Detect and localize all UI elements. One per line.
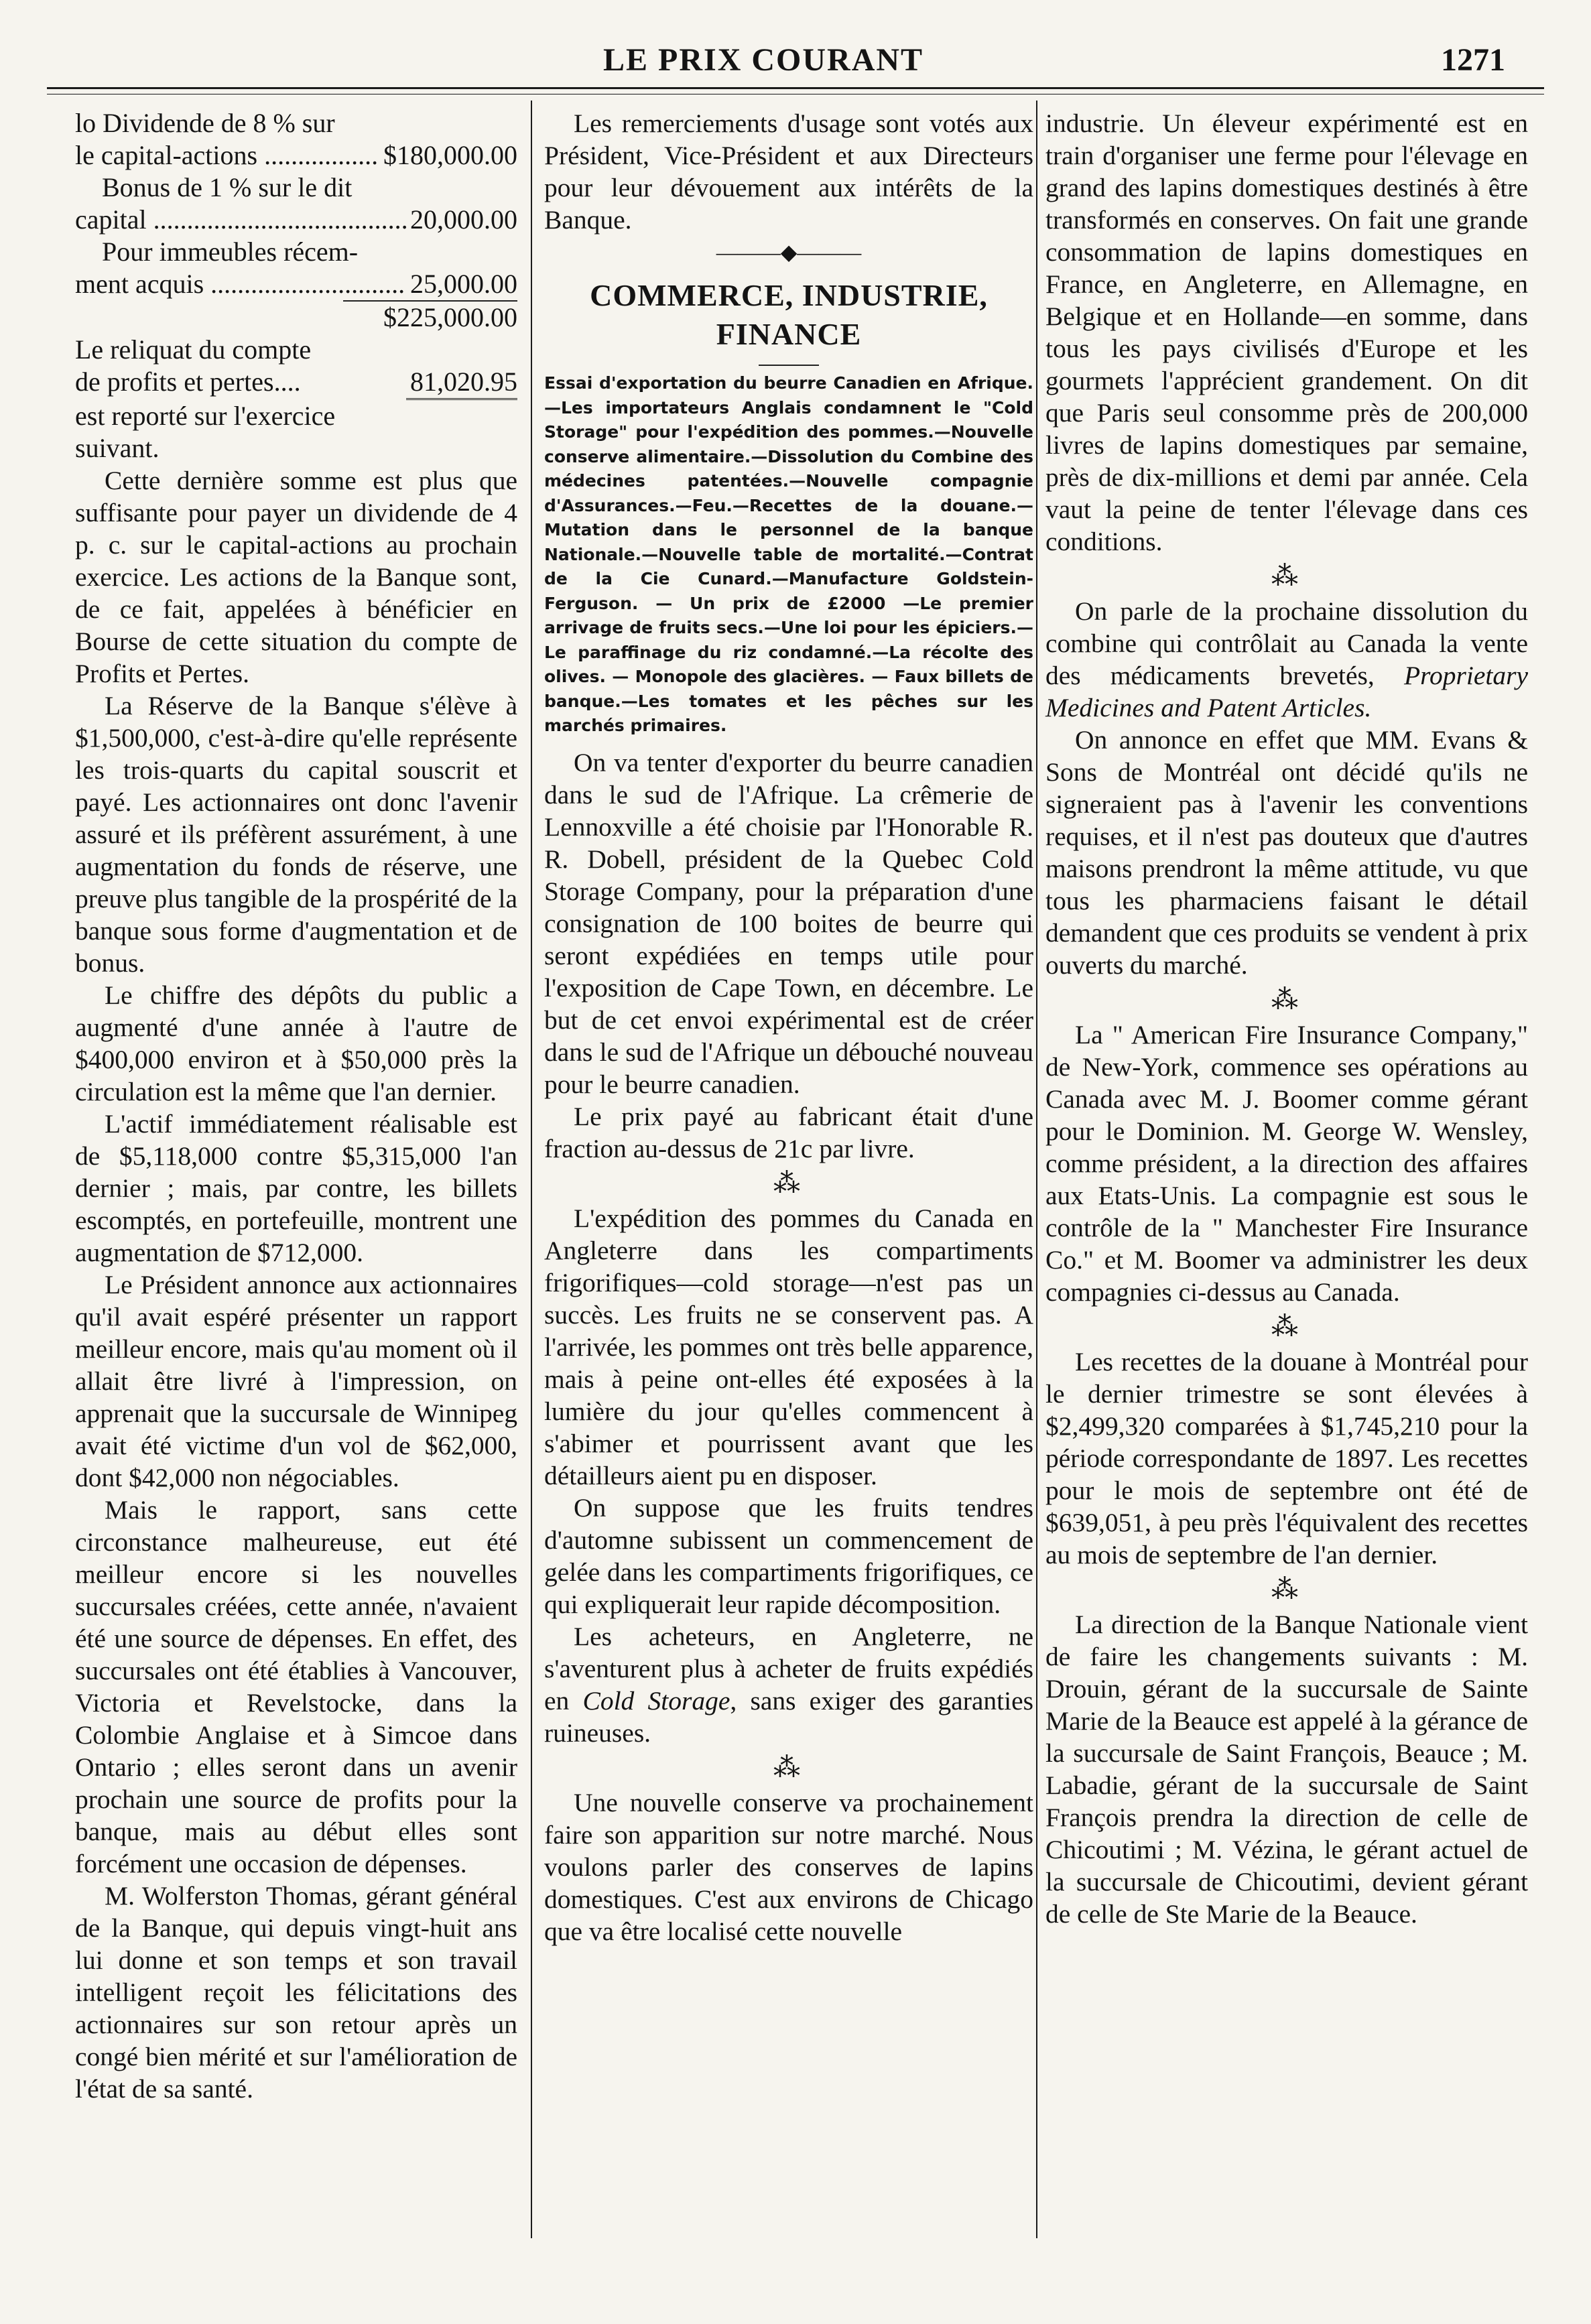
page-number: 1271 — [1441, 42, 1505, 78]
ornament-divider: ———◆——— — [716, 240, 862, 264]
article-paragraph: Les recettes de la douane à Montréal pour le dernier trimestre se sont élevées à $2,499,320 comparées à $1,745,210 pour la période correspondante de 1897. Les recettes pour le mois de septembre ont été de $639,051, à peu près l'équivalent des recettes au mois de septembre de l'an dernier. — [1045, 1347, 1528, 1569]
asterism-separator: ⁂ — [773, 1752, 804, 1783]
asterism-separator: ⁂ — [1271, 984, 1302, 1015]
reliquat-line: Le reliquat du compte — [75, 334, 312, 365]
page-header — [0, 0, 1591, 80]
article-paragraph: Les acheteurs, en Angleterre, ne s'aventurent plus à acheter de fruits expédiés en Cold Storage, sans exiger des garanties ruineuses. — [544, 1621, 1033, 1748]
article-paragraph: On va tenter d'exporter du beurre canadien dans le sud de l'Afrique. La crêmerie de Lennoxville a été choisie par l'Honorable R. R. Dobell, président de la Quebec Cold Storage Company, pour la préparation d'une consignation de 100 boites de beurre qui seront expédiées en temps utile pour l'exposition de Cape Town, en décembre. Le but de cet envoi expérimental est de créer dans le sud de l'Afrique un débouché nouveau pour le beurre canadien. — [544, 747, 1033, 1099]
article-paragraph: M. Wolferston Thomas, gérant général de la Banque, qui depuis vingt-huit ans lui donne et son temps et son travail intelligent reçoit les félicitations des actionnaires sur son retour après un congé bien mérité et sur l'amélioration de l'état de sa santé. — [75, 1881, 517, 2104]
article-paragraph: Mais le rapport, sans cette circonstance malheureuse, eut été meilleur encore si les nouvelles succursales créées, cette année, n'avaient été une source de dépenses. En effet, des succursales ont été établies à Vancouver, Victoria et Revelstocke, dans la Colombie Anglaise et à Simcoe dans Ontario ; elles seront dans un avenir prochain une source de profits pour la banque, mais au début elles sont forcément une occasion de dépenses. — [75, 1495, 517, 1878]
fin-total: $225,000.00 — [343, 300, 517, 334]
article-paragraph: Les remerciements d'usage sont votés aux Président, Vice-Président et aux Directeurs pour leur dévouement aux intérêts de la Banque. — [544, 109, 1033, 235]
article-paragraph: On annonce en effet que MM. Evans & Sons de Montréal ont décidé qu'ils ne signeraient pas à l'avenir les conventions requises, et il n'est pas douteux que d'autres maisons prendront la même attitude, vu que tous les pharmaciens faisant le détail demandent que ces produits se vendent à prix ouverts du marché. — [1045, 725, 1528, 980]
asterism-separator: ⁂ — [1271, 1574, 1302, 1604]
article-paragraph: industrie. Un éleveur expérimenté est en train d'organiser une ferme pour l'élevage en grand des lapins domestiques destinés à être transformés en conserves. On fait une grande consommation de lapins domestiques en France, en Angleterre, en Allemagne, en Belgique et en Hollande—en somme, dans tous les pays civilisés d'Europe et les gourmets l'apprécient grandement. On dit que Paris seul consomme près de 200,000 livres de lapins domestiques par semaine, près de dix-millions et demi par année. Cela vaut la peine de tenter l'élevage dans ces conditions. — [1045, 109, 1528, 556]
asterism-separator: ⁂ — [773, 1167, 804, 1198]
article-paragraph: On suppose que les fruits tendres d'automne subissent un commencement de gelée dans les compartiments frigorifiques, ce qui expliquerait leur rapide décomposition. — [544, 1492, 1033, 1619]
article-paragraph: Le prix payé au fabricant était d'une fraction au-dessus de 21c par livre. — [544, 1101, 1033, 1163]
section-heading: COMMERCE, INDUSTRIE, FINANCE — [590, 278, 988, 351]
column-2 — [544, 107, 1033, 1947]
article-paragraph: Une nouvelle conserve va prochainement faire son apparition sur notre marché. Nous voulons parler des conserves de lapins domestiques. C'est aux environs de Chicago que va être localisé cette nouvelle — [544, 1787, 1033, 1946]
header-rule — [47, 87, 1544, 89]
fin-row: capital ..... 20,000.00 — [75, 204, 517, 236]
section-summary: Essai d'exportation du beurre Canadien en Afrique.—Les importateurs Anglais condamnent le "Cold Storage" pour l'expédition des pommes.—Nouvelle conserve alimentaire.—Dissolution du Combine des médecines patentées.—Nouvelle compagnie d'Assurances.—Feu.—Recettes de la douane.—Mutation dans le personnel de la banque Nationale.—Nouvelle table de mortalité.—Contrat de la Cie Cunard.—Manufacture Goldstein-Ferguson. — Un prix de £2000 —Le premier arrivage de fruits secs.—Une loi pour les épiciers.—Le paraffinage du riz condamné.—La récolte des olives. — Monopole des glacières. — Faux billets de banque.—Les tomates et les pêches sur les marchés primaires. — [544, 373, 1033, 735]
reliquat-line: suivant. — [75, 433, 160, 463]
fin-row: Bonus de 1 % sur le dit — [102, 172, 353, 202]
section-rule — [759, 365, 819, 366]
article-paragraph: L'expédition des pommes du Canada en Angleterre dans les compartiments frigorifiques—cold storage—n'est pas un succès. Les fruits ne se conservent pas. A l'arrivée, les pommes ont très belle apparence, mais à peine ont-elles été exposées à la lumière du jour qu'elles commencent à s'abimer et pourrissent avant que les détailleurs aient pu en disposer. — [544, 1203, 1033, 1490]
asterism-separator: ⁂ — [1271, 1311, 1302, 1342]
fin-row: ment acquis ..... 25,000.00 — [75, 268, 517, 300]
article-paragraph: La " American Fire Insurance Company," de New-York, commence ses opérations au Canada avec M. J. Boomer comme gérant pour le Dominion. M. George W. Wensley, comme président, a la direction des affaires aux Etats-Unis. La compagnie est sous le contrôle de la " Manchester Fire Insurance Co." et M. Boomer va administrer les deux compagnies ci-dessus au Canada. — [1045, 1020, 1528, 1307]
article-paragraph: On parle de la prochaine dissolution du combine qui contrôlait au Canada la vente des médicaments brevetés, Proprietary Medicines and Patent Articles. — [1045, 596, 1528, 722]
page-title: LE PRIX COURANT — [603, 42, 924, 78]
column-divider-2 — [1036, 101, 1037, 2238]
article-paragraph: La direction de la Banque Nationale vient de faire les changements suivants : M. Drouin, gérant de la succursale de Sainte Marie de la Beauce est appelé à la gérance de la succursale de Saint François, Beauce ; M. Labadie, gérant de la succursale de Saint François prendra la direction de celle de Chicoutimi ; M. Vézina, le gérant actuel de la succursale de Chicoutimi, devient gérant de celle de Ste Marie de la Beauce. — [1045, 1610, 1528, 1929]
italic-term: Cold Storage — [582, 1685, 730, 1716]
article-paragraph: La Réserve de la Banque s'élève à $1,500,000, c'est-à-dire qu'elle représente les trois-quarts du capital souscrit et payé. Les actionnaires ont donc l'avenir assuré et ils préfèrent assurément, à une augmentation du fonds de réserve, une preuve plus tangible de la prospérité de la banque sous forme d'augmentation et de bonus. — [75, 691, 517, 978]
article-paragraph: Le chiffre des dépôts du public a augmenté d'une année à l'autre de $400,000 environ et à $50,000 près la circulation est la même que l'an dernier. — [75, 980, 517, 1106]
financial-statement — [75, 107, 517, 464]
article-paragraph: Le Président annonce aux actionnaires qu'il avait espéré présenter un rapport meilleur encore, mais qu'au moment où il allait être livré à l'impression, on apprenait que la succursale de Winnipeg avait été victime d'un vol de $62,000, dont $42,000 non négociables. — [75, 1270, 517, 1492]
fin-row: lo Dividende de 8 % sur — [75, 108, 335, 138]
article-paragraph: Cette dernière somme est plus que suffisante pour payer un dividende de 4 p. c. sur le capital-actions au prochain exercice. Les actions de la Banque sont, de ce fait, appelées à bénéficier en Bourse de cette situation du compte de Profits et Pertes. — [75, 466, 517, 688]
column-divider-1 — [531, 101, 532, 2238]
reliquat-line: de profits et pertes.... 81,020.95 — [75, 366, 517, 400]
asterism-separator: ⁂ — [1271, 561, 1302, 591]
fin-row: Pour immeubles récem- — [102, 237, 359, 267]
reliquat-line: est reporté sur l'exercice — [75, 401, 336, 431]
fin-row: le capital-actions ..... $180,000.00 — [75, 139, 517, 172]
column-3 — [1045, 107, 1528, 1930]
article-paragraph: L'actif immédiatement réalisable est de $5,118,000 contre $5,315,000 l'an dernier ; mais, par contre, les billets escomptés, en portefeuille, montrent une augmentation de $712,000. — [75, 1109, 517, 1267]
column-1 — [75, 107, 517, 2105]
